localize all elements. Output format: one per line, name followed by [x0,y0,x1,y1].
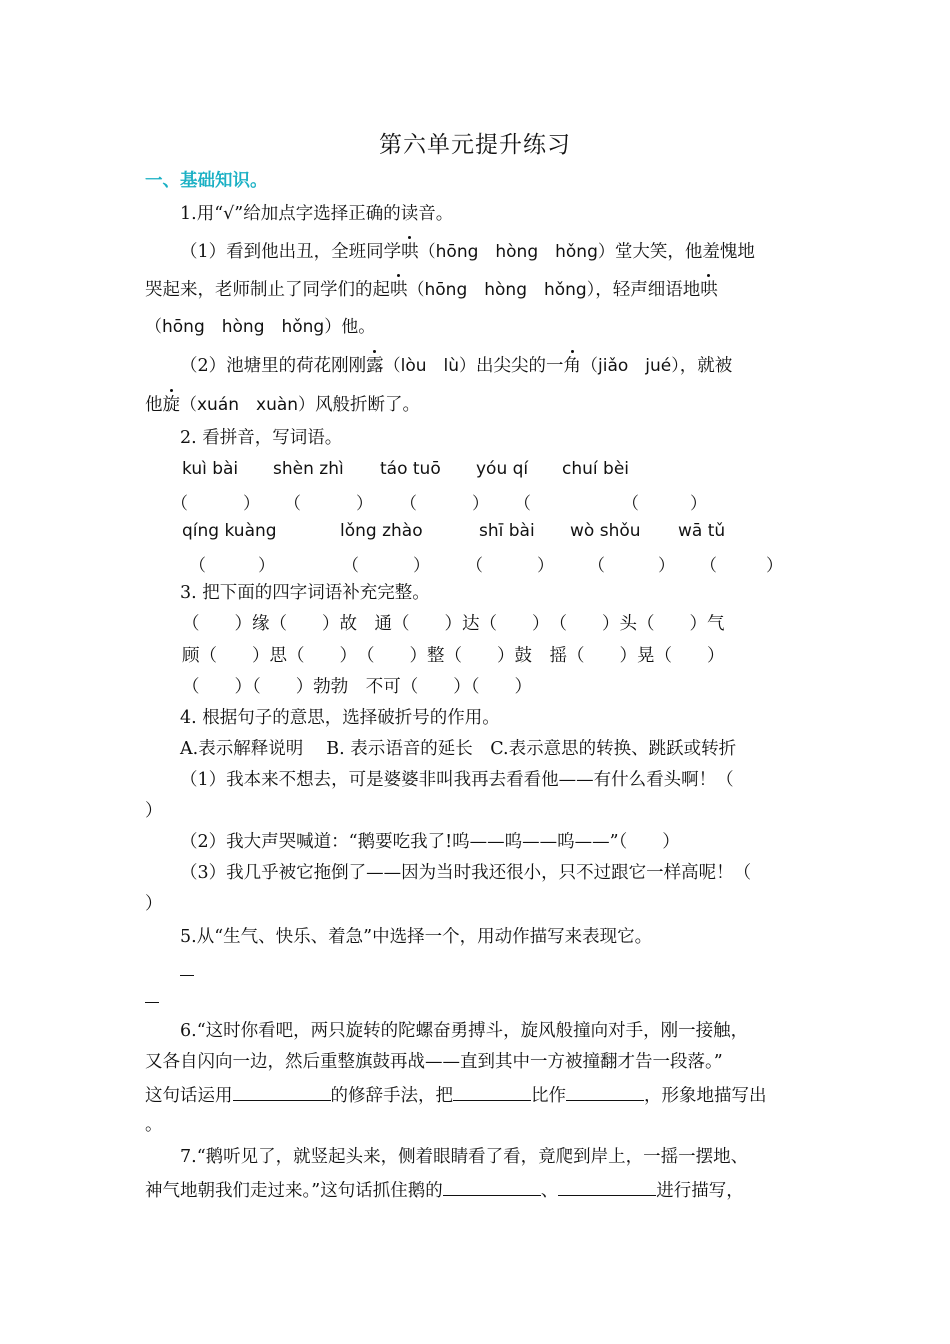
q4-sentence-3: （3）我几乎被它拖倒了——因为当时我还很小，只不过跟它一样高呢！（ [180,863,752,883]
q2-stem: 2. 看拼音，写词语。 [180,428,343,448]
answer-paren-close: ） [356,494,373,514]
dotted-char: 哄 [700,280,718,300]
q1-p1-line2: 哭起来，老师制止了同学们的起哄（hōng hòng hǒng），轻声细语地哄 [145,280,718,300]
dotted-char: 哄 [401,242,419,262]
answer-paren-close: ） [472,494,489,514]
answer-paren-open: （ [588,556,605,576]
q4-sentence-1: （1）我本来不想去，可是婆婆非叫我再去看看他——有什么看头啊！（ [180,770,734,790]
pinyin-item: yóu qí [476,459,529,479]
q6-line3: 这句话运用 的修辞手法，把 比作 ，形象地描写出 [145,1082,767,1107]
pinyin-options[interactable]: （xuán xuàn） [180,395,316,415]
answer-paren-open: （ [622,494,639,514]
answer-paren-open: （ [342,556,359,576]
fill-blank[interactable] [233,1082,331,1101]
dotted-char: 旋 [162,395,180,415]
answer-paren-open: （ [700,556,717,576]
q1-p2-line1: （2）池塘里的荷花刚刚露（lòu lù）出尖尖的一角（jiǎo jué），就被 [180,356,733,376]
answer-line[interactable] [145,1002,159,1003]
q4-sentence-1-end: ） [145,801,163,821]
dotted-char: 角 [563,356,582,376]
pinyin-item: shèn zhì [273,459,344,479]
q1-p1-line1: （1）看到他出丑，全班同学哄（hōng hòng hǒng）堂大笑，他羞愧地 [180,242,755,262]
q4-stem: 4. 根据句子的意思，选择破折号的作用。 [180,708,500,728]
pinyin-item: wā tǔ [678,521,726,541]
answer-paren-open: （ [171,494,188,514]
fill-blank[interactable] [443,1177,541,1196]
q1-p2-line2: 他旋（xuán xuàn）风般折断了。 [145,395,421,415]
dotted-char: 露 [366,356,384,376]
q7-line1: 7.“鹅听见了，就竖起头来，侧着眼睛看了看，竟爬到岸上，一摇一摆地、 [180,1147,749,1167]
fill-blank[interactable] [566,1082,644,1101]
q4-sentence-2: （2）我大声哭喊道：“鹅要吃我了!呜——呜——呜——”（ ） [180,832,680,852]
answer-paren-open: （ [466,556,483,576]
q1-p1-line3[interactable]: （hōng hòng hǒng）他。 [145,317,376,337]
q4-options: A.表示解释说明 B. 表示语音的延长 C.表示意思的转换、跳跃或转折 [180,739,737,759]
fill-blank[interactable] [558,1177,656,1196]
fill-blank[interactable] [453,1082,531,1101]
pinyin-item: shī bài [479,521,535,541]
answer-line[interactable] [180,975,194,976]
pinyin-options[interactable]: （jiǎo jué） [581,356,680,376]
answer-paren-close: ） [690,494,707,514]
answer-paren-open: （ [514,494,531,514]
answer-paren-open: （ [189,556,206,576]
q3-row2: 顾（ ）思（ ） （ ）整（ ）鼓 摇（ ）晃（ ） [182,646,725,666]
pinyin-item: táo tuō [380,459,441,479]
pinyin-item: qíng kuàng [182,521,277,541]
pinyin-item: kuì bài [182,459,239,479]
q3-row3: （ ）（ ）勃勃 不可（ ）（ ） [182,677,532,697]
q3-stem: 3. 把下面的四字词语补充完整。 [180,583,430,603]
q6-line1: 6.“这时你看吧，两只旋转的陀螺奋勇搏斗，旋风般撞向对手，刚一接触， [180,1021,749,1041]
answer-paren-close: ） [658,556,675,576]
answer-paren-close: ） [243,494,260,514]
q1-stem: 1.用“√”给加点字选择正确的读音。 [180,204,454,224]
q7-line2: 神气地朝我们走过来。”这句话抓住鹅的 、 进行描写， [145,1177,744,1202]
answer-paren-open: （ [400,494,417,514]
q5-stem: 5.从“生气、快乐、着急”中选择一个，用动作描写来表现它。 [180,927,653,947]
answer-paren-close: ） [537,556,554,576]
q4-sentence-3-end: ） [145,894,163,914]
section-heading: 一、基础知识。 [145,171,268,191]
pinyin-options[interactable]: （lòu lù） [383,356,477,376]
q6-line2: 又各自闪向一边，然后重整旗鼓再战——直到其中一方被撞翻才告一段落。” [145,1052,723,1072]
q3-row1: （ ）缘（ ）故 通（ ）达（ ） （ ）头（ ）气 [182,614,725,634]
dotted-char: 哄 [390,280,408,300]
pinyin-options[interactable]: （hōng hòng hǒng） [407,280,596,300]
answer-paren-close: ） [413,556,430,576]
pinyin-options[interactable]: （hōng hòng hǒng） [418,242,615,262]
answer-paren-open: （ [284,494,301,514]
answer-paren-close: ） [766,556,783,576]
page-title: 第六单元提升练习 [379,132,571,158]
answer-paren-close: ） [258,556,275,576]
pinyin-item: chuí bèi [562,459,629,479]
pinyin-item: lǒng zhào [340,521,423,541]
pinyin-item: wò shǒu [570,521,641,541]
q6-line4: 。 [145,1115,163,1135]
